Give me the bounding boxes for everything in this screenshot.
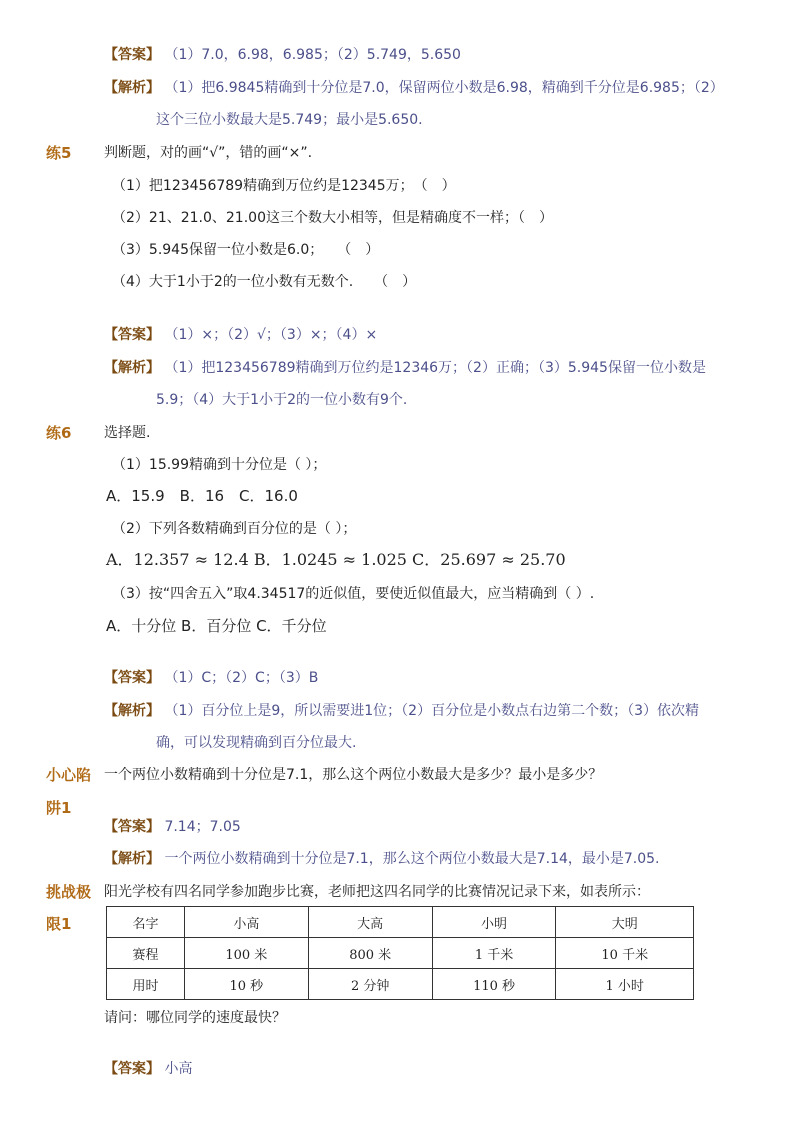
analysis-text: 一个两位小数精确到十分位是7.1，那么这个两位小数最大是7.14，最小是7.05. — [164, 851, 660, 867]
answer-tag: 【答案】 — [104, 670, 160, 686]
table-cell: 名字 — [107, 907, 185, 938]
table-cell: 小高 — [184, 907, 308, 938]
table-cell: 1 小时 — [556, 969, 694, 1000]
exercise-prompt: 选择题. — [104, 425, 151, 441]
table-cell: 10 千米 — [556, 938, 694, 969]
question-item: （1）把123456789精确到万位约是12345万； （ ） — [112, 178, 456, 194]
answer-text: 7.14；7.05 — [164, 819, 241, 835]
table-cell: 赛程 — [107, 938, 185, 969]
table-cell: 用时 — [107, 969, 185, 1000]
answer-row — [104, 1059, 192, 1079]
answer-row — [104, 45, 461, 65]
analysis-text: （1）百分位上是9，所以需要进1位；（2）百分位是小数点右边第二个数；（3）依次精 — [164, 703, 699, 719]
analysis-continued: 这个三位小数最大是5.749；最小是5.650. — [156, 112, 423, 128]
analysis-continued: 确，可以发现精确到百分位最大. — [156, 735, 357, 751]
answer-text: （1）C；（2）C；（3）B — [164, 670, 319, 686]
table-cell: 10 秒 — [184, 969, 308, 1000]
analysis-row — [104, 849, 660, 869]
answer-tag: 【答案】 — [104, 1061, 160, 1077]
table-cell: 100 米 — [184, 938, 308, 969]
question-item: （3）5.945保留一位小数是6.0； （ ） — [112, 242, 380, 258]
question-options: A．12.357 ≈ 12.4 B．1.0245 ≈ 1.025 C．25.697 ≈ 25.70 — [106, 550, 566, 569]
answer-text: （1）7.0，6.98，6.985；（2）5.749，5.650 — [164, 47, 461, 63]
answer-tag: 【答案】 — [104, 327, 160, 343]
table-row — [107, 907, 694, 938]
analysis-row — [104, 701, 699, 721]
table-row — [107, 969, 694, 1000]
table-cell: 110 秒 — [432, 969, 556, 1000]
analysis-row — [104, 358, 706, 378]
exercise-label: 练6 — [46, 424, 72, 442]
trap-label-line2: 阱1 — [46, 799, 72, 817]
analysis-tag: 【解析】 — [104, 80, 160, 96]
analysis-tag: 【解析】 — [104, 703, 160, 719]
challenge-question: 阳光学校有四名同学参加跑步比赛，老师把这四名同学的比赛情况记录下来，如表所示： — [104, 884, 650, 900]
analysis-row — [104, 78, 724, 98]
table-cell: 小明 — [432, 907, 556, 938]
table-cell: 1 千米 — [432, 938, 556, 969]
question-item: （1）15.99精确到十分位是（ ）； — [112, 457, 327, 473]
answer-row — [104, 325, 377, 345]
trap-label-line1: 小心陷 — [46, 766, 92, 784]
question-item: （2）下列各数精确到百分位的是（ ）； — [112, 521, 357, 537]
question-item: （2）21、21.0、21.00这三个数大小相等，但是精确度不一样；（ ） — [112, 210, 553, 226]
answer-tag: 【答案】 — [104, 819, 160, 835]
trap-question: 一个两位小数精确到十分位是7.1，那么这个两位小数最大是多少？最小是多少？ — [104, 767, 603, 783]
answer-row — [104, 668, 318, 688]
analysis-text: （1）把123456789精确到万位约是12346万；（2）正确；（3）5.945保留一位小数是 — [164, 360, 706, 376]
analysis-tag: 【解析】 — [104, 851, 160, 867]
table-row — [107, 938, 694, 969]
answer-text: 小高 — [164, 1061, 193, 1077]
analysis-tag: 【解析】 — [104, 360, 160, 376]
question-item: （4）大于1小于2的一位小数有无数个. （ ） — [112, 274, 417, 290]
analysis-text: （1）把6.9845精确到十分位是7.0，保留两位小数是6.98，精确到千分位是6.985；（2） — [164, 80, 724, 96]
table-cell: 大明 — [556, 907, 694, 938]
table-cell: 800 米 — [308, 938, 432, 969]
answer-row — [104, 817, 241, 837]
answer-text: （1）×；（2）√；（3）×；（4）× — [164, 327, 378, 343]
answer-tag: 【答案】 — [104, 47, 160, 63]
question-options: A．15.9 B．16 C．16.0 — [106, 487, 298, 505]
race-table — [106, 906, 694, 1000]
question-options: A．十分位 B．百分位 C．千分位 — [106, 617, 327, 635]
challenge-label-line2: 限1 — [46, 915, 72, 933]
exercise-prompt: 判断题，对的画“√”，错的画“×”. — [104, 145, 313, 161]
challenge-ask: 请问：哪位同学的速度最快？ — [104, 1010, 286, 1026]
table-cell: 2 分钟 — [308, 969, 432, 1000]
question-item: （3）按“四舍五入”取4.34517的近似值，要使近似值最大，应当精确到（ ）. — [112, 586, 595, 602]
exercise-label: 练5 — [46, 144, 72, 162]
analysis-continued: 5.9；（4）大于1小于2的一位小数有9个. — [156, 392, 408, 408]
table-cell: 大高 — [308, 907, 432, 938]
challenge-label-line1: 挑战极 — [46, 883, 92, 901]
